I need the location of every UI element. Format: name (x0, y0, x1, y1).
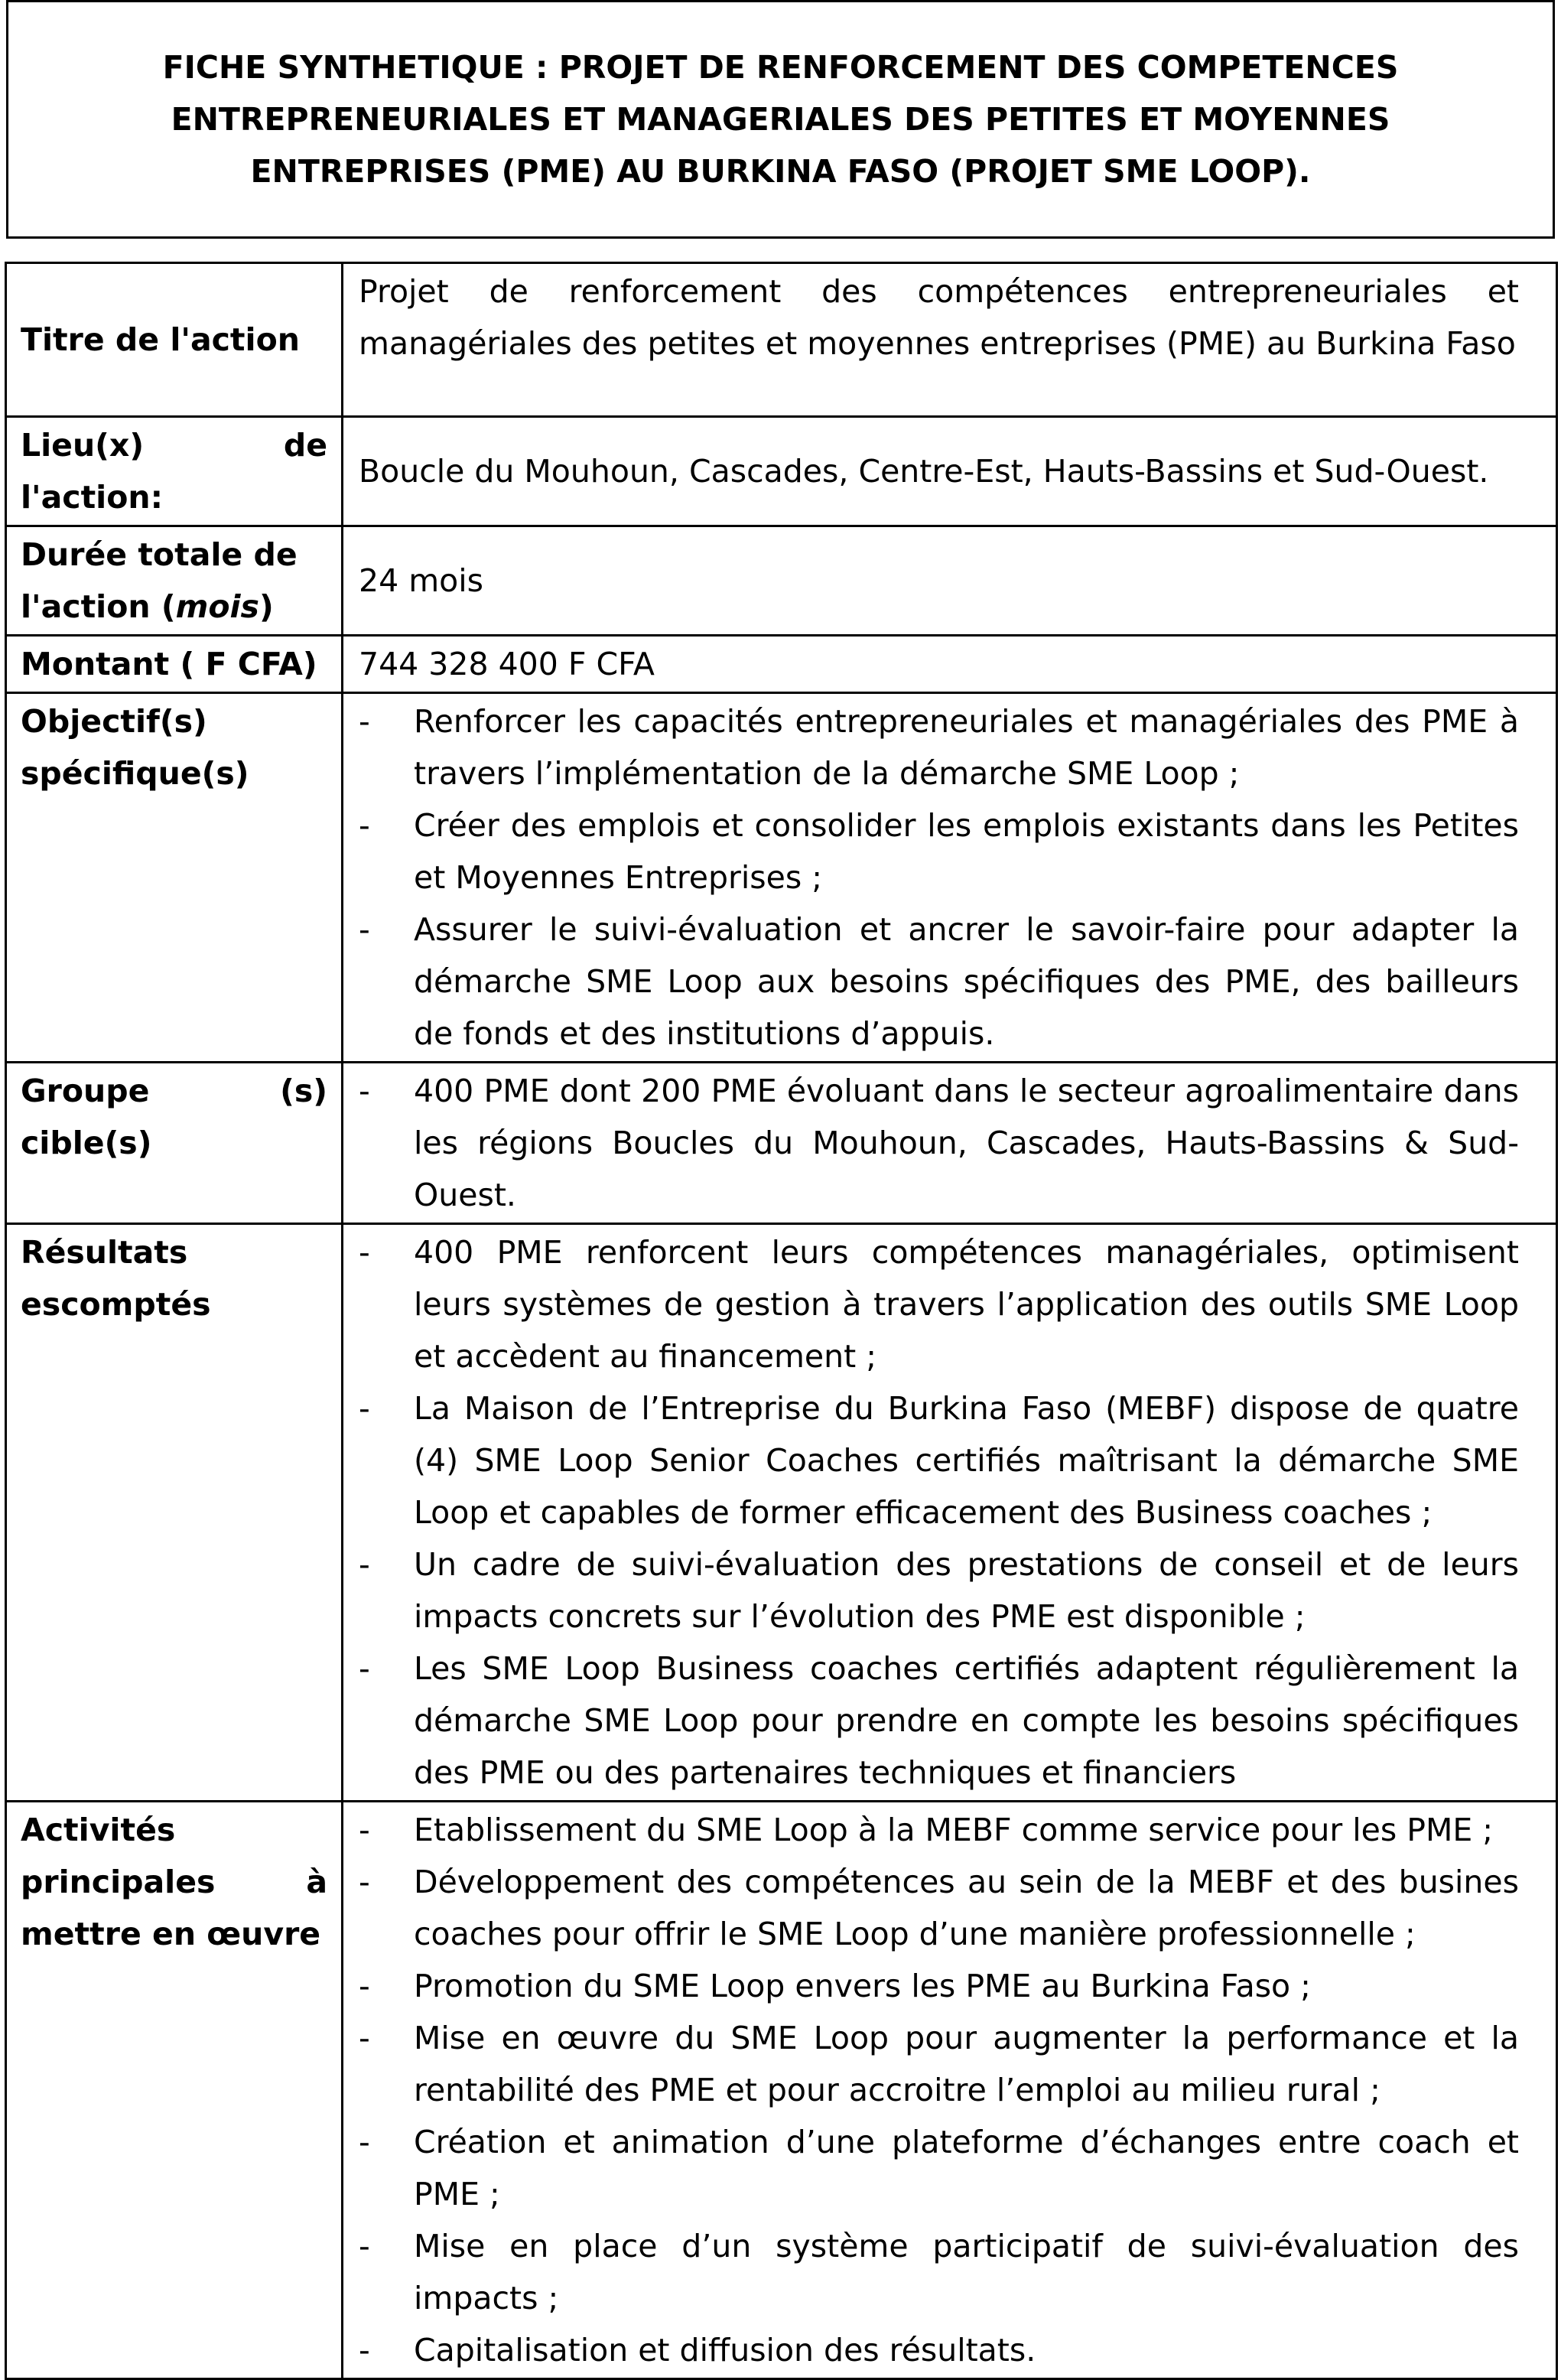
list-item (359, 1065, 1519, 1221)
value-activites (343, 1802, 1557, 2379)
label-activites-part3: à (306, 1864, 327, 1900)
label-montant: Montant ( F CFA) (6, 636, 343, 693)
list-item-text: 400 PME renforcent leurs compétences managériales, optimisent leurs systèmes de gestion à travers l’application des outils SME Loop et accèdent au financement ; (414, 1234, 1519, 1375)
bullet-dash: - (359, 2228, 370, 2264)
list-item (359, 2220, 1519, 2324)
row-activites (6, 1802, 1557, 2379)
bullet-dash: - (359, 1234, 370, 1271)
list-item-text: Les SME Loop Business coaches certifiés adaptent régulièrement la démarche SME Loop pour prendre en compte les besoins spécifiques des PME ou des partenaires techniques et financiers (414, 1650, 1519, 1791)
list-item (359, 2012, 1519, 2116)
label-duree (6, 526, 343, 636)
list-item-text: Mise en place d’un système participatif de suivi-évaluation des impacts ; (414, 2228, 1519, 2317)
label-duree-line2 (21, 581, 327, 633)
label-resultats-line2: escomptés (21, 1286, 211, 1323)
row-montant (6, 636, 1557, 693)
list-item-text: Promotion du SME Loop envers les PME au Burkina Faso ; (414, 1968, 1311, 2004)
list-item-text: Assurer le suivi-évaluation et ancrer le savoir-faire pour adapter la démarche SME Loop aux besoins spécifiques des PME, des bailleurs de fonds et des institutions d’appuis. (414, 911, 1519, 1052)
list-item (359, 1382, 1519, 1538)
label-duree-part1: Durée totale de (21, 536, 298, 573)
list-item (359, 1856, 1519, 1960)
bullet-dash: - (359, 703, 370, 740)
value-lieu: Boucle du Mouhoun, Cascades, Centre-Est, Hauts-Bassins et Sud-Ouest. (343, 417, 1557, 526)
label-groupe-part1: Groupe (21, 1073, 150, 1109)
list-item-text: Un cadre de suivi-évaluation des prestations de conseil et de leurs impacts concrets sur l’évolution des PME est disponible ; (414, 1546, 1519, 1635)
list-item-text: La Maison de l’Entreprise du Burkina Faso (MEBF) dispose de quatre (4) SME Loop Senior Coaches certifiés maîtrisant la démarche SME Loop et capables de former efficacement des Business coaches ; (414, 1390, 1519, 1531)
list-item (359, 695, 1519, 799)
bullet-dash: - (359, 1073, 370, 1109)
list-item-text: Etablissement du SME Loop à la MEBF comme service pour les PME ; (414, 1812, 1494, 1848)
list-item-text: Créer des emplois et consolider les emplois existants dans les Petites et Moyennes Entreprises ; (414, 807, 1519, 896)
objectifs-list (359, 695, 1519, 1060)
label-lieu-part1: Lieu(x) (21, 427, 145, 464)
list-item (359, 1804, 1519, 1856)
bullet-dash: - (359, 2332, 370, 2369)
bullet-dash: - (359, 911, 370, 948)
summary-table (5, 262, 1558, 2380)
list-item-text: 400 PME dont 200 PME évoluant dans le secteur agroalimentaire dans les régions Boucles du Mouhoun, Cascades, Hauts-Bassins & Sud-Ouest. (414, 1073, 1519, 1213)
value-resultats (343, 1224, 1557, 1802)
label-groupe-line2: cible(s) (21, 1125, 152, 1161)
list-item (359, 1538, 1519, 1643)
bullet-dash: - (359, 1968, 370, 2004)
bullet-dash: - (359, 1812, 370, 1848)
value-duree: 24 mois (343, 526, 1557, 636)
label-objectifs (6, 693, 343, 1063)
label-objectifs-line1: Objectif(s) (21, 703, 207, 740)
label-lieu-part2: de (283, 427, 327, 464)
label-duree-prefix: l'action ( (21, 588, 176, 625)
row-duree (6, 526, 1557, 636)
title-line-3: ENTREPRISES (PME) AU BURKINA FASO (PROJET SME LOOP). (250, 153, 1311, 190)
label-resultats-line1: Résultats (21, 1234, 188, 1271)
bullet-dash: - (359, 1864, 370, 1900)
title-line-2: ENTREPRENEURIALES ET MANAGERIALES DES PETITES ET MOYENNES (171, 101, 1390, 138)
bullet-dash: - (359, 2020, 370, 2056)
row-titre (6, 263, 1557, 417)
document-title-box (6, 0, 1555, 239)
groupe-list (359, 1065, 1519, 1221)
bullet-dash: - (359, 807, 370, 844)
value-groupe (343, 1063, 1557, 1224)
list-item (359, 1226, 1519, 1382)
list-item (359, 2324, 1519, 2376)
value-titre: Projet de renforcement des compétences entrepreneuriales et managériales des petites et moyennes entreprises (PME) au Burkina Faso (343, 263, 1557, 417)
list-item-text: Création et animation d’une plateforme d’échanges entre coach et PME ; (414, 2124, 1519, 2212)
label-groupe (6, 1063, 343, 1224)
label-duree-suffix: ) (259, 588, 274, 625)
row-lieu (6, 417, 1557, 526)
label-activites-line3: mettre en œuvre (21, 1916, 321, 1952)
label-activites (6, 1802, 343, 2379)
label-groupe-part2: (s) (280, 1073, 327, 1109)
list-item (359, 1643, 1519, 1799)
label-lieu-part3: l'action: (21, 479, 163, 516)
value-montant: 744 328 400 F CFA (343, 636, 1557, 693)
list-item-text: Développement des compétences au sein de la MEBF et des busines coaches pour offrir le SME Loop d’une manière professionnelle ; (414, 1864, 1519, 1952)
label-resultats (6, 1224, 343, 1802)
bullet-dash: - (359, 1650, 370, 1687)
label-activites-line1: Activités (21, 1812, 176, 1848)
value-objectifs (343, 693, 1557, 1063)
bullet-dash: - (359, 1390, 370, 1427)
label-duree-em: mois (175, 588, 259, 625)
activites-list (359, 1804, 1519, 2376)
resultats-list (359, 1226, 1519, 1799)
row-groupe (6, 1063, 1557, 1224)
row-resultats (6, 1224, 1557, 1802)
title-line-1: FICHE SYNTHETIQUE : PROJET DE RENFORCEMENT DES COMPETENCES (162, 49, 1399, 86)
row-objectifs (6, 693, 1557, 1063)
list-item-text: Renforcer les capacités entrepreneuriales et managériales des PME à travers l’implémentation de la démarche SME Loop ; (414, 703, 1519, 792)
list-item (359, 1960, 1519, 2012)
bullet-dash: - (359, 1546, 370, 1583)
list-item (359, 799, 1519, 903)
label-lieu (6, 417, 343, 526)
list-item (359, 903, 1519, 1060)
list-item (359, 2116, 1519, 2220)
list-item-text: Mise en œuvre du SME Loop pour augmenter la performance et la rentabilité des PME et pour accroitre l’emploi au milieu rural ; (414, 2020, 1519, 2108)
list-item-text: Capitalisation et diffusion des résultats. (414, 2332, 1036, 2369)
label-activites-part2: principales (21, 1864, 216, 1900)
bullet-dash: - (359, 2124, 370, 2160)
label-objectifs-line2: spécifique(s) (21, 755, 249, 792)
label-titre: Titre de l'action (6, 263, 343, 417)
